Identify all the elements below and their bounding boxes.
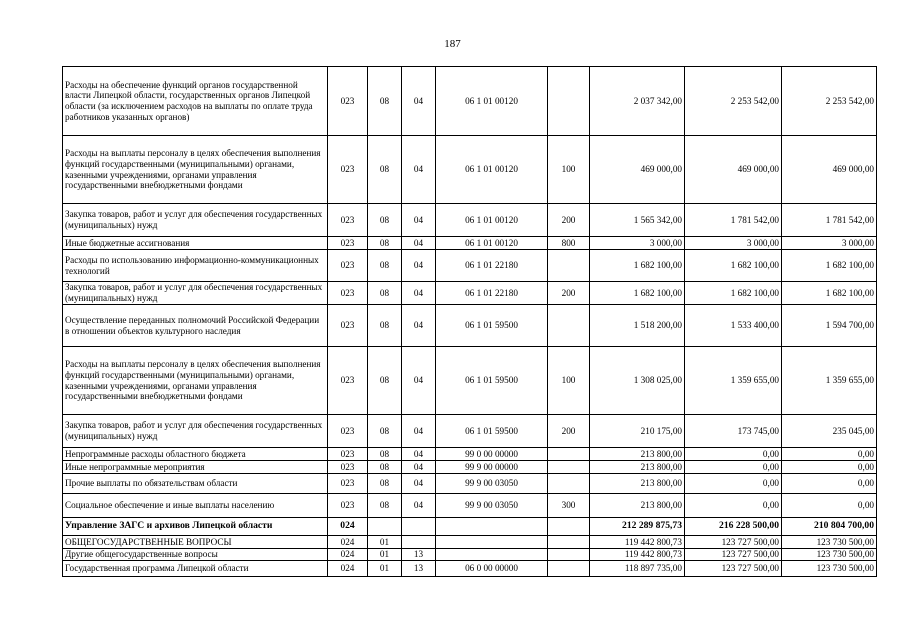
- row-ved: 023: [328, 494, 368, 518]
- row-name: Закупка товаров, работ и услуг для обеспечения государственных (муниципальных) нужд: [63, 415, 328, 448]
- row-amount-year1: 119 442 800,73: [590, 536, 685, 549]
- row-amount-year3: 235 045,00: [782, 415, 877, 448]
- row-amount-year2: 1 682 100,00: [685, 282, 782, 305]
- row-target-item: 06 1 01 00120: [436, 67, 548, 136]
- row-subsection: [402, 518, 436, 536]
- table-row: [63, 347, 877, 415]
- table-row: [63, 549, 877, 561]
- row-ved: 024: [328, 549, 368, 561]
- row-amount-year3: 123 730 500,00: [782, 536, 877, 549]
- row-target-item: 06 1 01 59500: [436, 347, 548, 415]
- row-section: 08: [368, 461, 402, 474]
- row-amount-year1: 213 800,00: [590, 461, 685, 474]
- row-ved: 023: [328, 347, 368, 415]
- row-amount-year1: 1 682 100,00: [590, 282, 685, 305]
- row-section: 08: [368, 305, 402, 347]
- table-row: [63, 448, 877, 461]
- table-row: [63, 461, 877, 474]
- row-section: 08: [368, 136, 402, 204]
- row-subsection: 04: [402, 461, 436, 474]
- row-name: Государственная программа Липецкой области: [63, 561, 328, 577]
- budget-table: [62, 66, 877, 577]
- row-amount-year3: 123 730 500,00: [782, 549, 877, 561]
- row-expense-type: 200: [548, 204, 590, 237]
- row-subsection: 04: [402, 136, 436, 204]
- row-name: ОБЩЕГОСУДАРСТВЕННЫЕ ВОПРОСЫ: [63, 536, 328, 549]
- row-section: 08: [368, 448, 402, 461]
- row-target-item: 99 9 00 03050: [436, 494, 548, 518]
- row-target-item: 06 1 01 00120: [436, 204, 548, 237]
- row-subsection: 04: [402, 494, 436, 518]
- row-amount-year2: 1 533 400,00: [685, 305, 782, 347]
- table-row: [63, 237, 877, 250]
- row-amount-year1: 2 037 342,00: [590, 67, 685, 136]
- row-target-item: 06 1 01 22180: [436, 282, 548, 305]
- row-section: 08: [368, 415, 402, 448]
- row-section: 08: [368, 237, 402, 250]
- row-amount-year2: 0,00: [685, 461, 782, 474]
- table-row: [63, 204, 877, 237]
- page-number: 187: [444, 38, 461, 50]
- row-amount-year3: 0,00: [782, 494, 877, 518]
- row-amount-year1: 119 442 800,73: [590, 549, 685, 561]
- table-row: [63, 67, 877, 136]
- row-amount-year1: 213 800,00: [590, 448, 685, 461]
- row-subsection: [402, 536, 436, 549]
- row-subsection: 04: [402, 204, 436, 237]
- row-amount-year3: 2 253 542,00: [782, 67, 877, 136]
- row-section: 01: [368, 549, 402, 561]
- row-target-item: [436, 518, 548, 536]
- row-expense-type: [548, 448, 590, 461]
- row-amount-year3: 1 682 100,00: [782, 250, 877, 282]
- row-amount-year2: 173 745,00: [685, 415, 782, 448]
- row-section: 08: [368, 347, 402, 415]
- row-name: Расходы на выплаты персоналу в целях обеспечения выполнения функций государственными (муниципальными) органами, казенными учреждениями, органами управления государственными внебюджетными фондами: [63, 136, 328, 204]
- row-amount-year3: 469 000,00: [782, 136, 877, 204]
- row-amount-year3: 1 781 542,00: [782, 204, 877, 237]
- row-section: 01: [368, 561, 402, 577]
- row-target-item: 06 1 01 59500: [436, 305, 548, 347]
- row-section: [368, 518, 402, 536]
- row-amount-year3: 0,00: [782, 448, 877, 461]
- table-row: [63, 282, 877, 305]
- row-amount-year2: 1 359 655,00: [685, 347, 782, 415]
- row-expense-type: [548, 474, 590, 494]
- row-subsection: 13: [402, 549, 436, 561]
- row-amount-year3: 0,00: [782, 461, 877, 474]
- row-subsection: 04: [402, 448, 436, 461]
- table-row: [63, 518, 877, 536]
- table-row: [63, 561, 877, 577]
- table-row: [63, 536, 877, 549]
- row-amount-year1: 213 800,00: [590, 474, 685, 494]
- row-target-item: [436, 536, 548, 549]
- table-row: [63, 474, 877, 494]
- row-expense-type: [548, 305, 590, 347]
- row-ved: 024: [328, 561, 368, 577]
- row-amount-year2: 1 781 542,00: [685, 204, 782, 237]
- row-name: Расходы по использованию информационно-коммуникационных технологий: [63, 250, 328, 282]
- row-name: Закупка товаров, работ и услуг для обеспечения государственных (муниципальных) нужд: [63, 204, 328, 237]
- row-name: Непрограммные расходы областного бюджета: [63, 448, 328, 461]
- row-name: Осуществление переданных полномочий Российской Федерации в отношении объектов культурного наследия: [63, 305, 328, 347]
- row-expense-type: 200: [548, 282, 590, 305]
- row-amount-year2: 123 727 500,00: [685, 549, 782, 561]
- row-target-item: 06 1 01 59500: [436, 415, 548, 448]
- row-amount-year1: 3 000,00: [590, 237, 685, 250]
- row-subsection: 04: [402, 305, 436, 347]
- row-target-item: 06 1 01 00120: [436, 136, 548, 204]
- row-target-item: 06 1 01 22180: [436, 250, 548, 282]
- row-subsection: 04: [402, 67, 436, 136]
- row-amount-year2: 0,00: [685, 474, 782, 494]
- row-name: Расходы на выплаты персоналу в целях обеспечения выполнения функций государственными (муниципальными) органами, казенными учреждениями, органами управления государственными внебюджетными фондами: [63, 347, 328, 415]
- row-target-item: 99 9 00 00000: [436, 461, 548, 474]
- row-name: Закупка товаров, работ и услуг для обеспечения государственных (муниципальных) нужд: [63, 282, 328, 305]
- row-name: Иные бюджетные ассигнования: [63, 237, 328, 250]
- row-name: Социальное обеспечение и иные выплаты населению: [63, 494, 328, 518]
- row-name: Другие общегосударственные вопросы: [63, 549, 328, 561]
- row-ved: 023: [328, 474, 368, 494]
- row-name: Прочие выплаты по обязательствам области: [63, 474, 328, 494]
- row-amount-year2: 123 727 500,00: [685, 561, 782, 577]
- row-amount-year2: 216 228 500,00: [685, 518, 782, 536]
- row-amount-year1: 212 289 875,73: [590, 518, 685, 536]
- table-row: [63, 250, 877, 282]
- row-section: 08: [368, 282, 402, 305]
- row-ved: 024: [328, 518, 368, 536]
- row-expense-type: 200: [548, 415, 590, 448]
- row-amount-year3: 210 804 700,00: [782, 518, 877, 536]
- row-ved: 023: [328, 305, 368, 347]
- row-target-item: 06 0 00 00000: [436, 561, 548, 577]
- table-row: [63, 494, 877, 518]
- row-amount-year2: 3 000,00: [685, 237, 782, 250]
- row-section: 08: [368, 67, 402, 136]
- row-target-item: 99 9 00 03050: [436, 474, 548, 494]
- row-name: Расходы на обеспечение функций органов государственной власти Липецкой области, государственных органов Липецкой области (за исключением расходов на выплаты по оплате труда работников указанных органов): [63, 67, 328, 136]
- row-amount-year2: 1 682 100,00: [685, 250, 782, 282]
- row-expense-type: 100: [548, 347, 590, 415]
- row-amount-year1: 1 682 100,00: [590, 250, 685, 282]
- row-amount-year3: 1 682 100,00: [782, 282, 877, 305]
- row-subsection: 04: [402, 347, 436, 415]
- row-subsection: 13: [402, 561, 436, 577]
- row-amount-year2: 2 253 542,00: [685, 67, 782, 136]
- row-amount-year2: 0,00: [685, 494, 782, 518]
- row-expense-type: [548, 518, 590, 536]
- row-name: Иные непрограммные мероприятия: [63, 461, 328, 474]
- row-ved: 023: [328, 237, 368, 250]
- row-ved: 023: [328, 461, 368, 474]
- row-expense-type: [548, 67, 590, 136]
- row-ved: 023: [328, 448, 368, 461]
- row-expense-type: 100: [548, 136, 590, 204]
- row-name: Управление ЗАГС и архивов Липецкой области: [63, 518, 328, 536]
- row-section: 08: [368, 474, 402, 494]
- row-expense-type: [548, 561, 590, 577]
- row-section: 08: [368, 204, 402, 237]
- row-subsection: 04: [402, 415, 436, 448]
- row-amount-year2: 123 727 500,00: [685, 536, 782, 549]
- row-expense-type: [548, 250, 590, 282]
- row-expense-type: 300: [548, 494, 590, 518]
- row-amount-year1: 1 565 342,00: [590, 204, 685, 237]
- row-ved: 024: [328, 536, 368, 549]
- row-section: 08: [368, 250, 402, 282]
- row-subsection: 04: [402, 282, 436, 305]
- row-amount-year2: 469 000,00: [685, 136, 782, 204]
- row-amount-year3: 0,00: [782, 474, 877, 494]
- row-ved: 023: [328, 136, 368, 204]
- row-amount-year3: 1 359 655,00: [782, 347, 877, 415]
- table-row: [63, 305, 877, 347]
- row-ved: 023: [328, 67, 368, 136]
- row-ved: 023: [328, 415, 368, 448]
- row-amount-year1: 213 800,00: [590, 494, 685, 518]
- row-ved: 023: [328, 250, 368, 282]
- table-body: [63, 67, 877, 577]
- row-amount-year2: 0,00: [685, 448, 782, 461]
- row-subsection: 04: [402, 237, 436, 250]
- row-expense-type: [548, 461, 590, 474]
- row-amount-year3: 123 730 500,00: [782, 561, 877, 577]
- row-target-item: 99 0 00 00000: [436, 448, 548, 461]
- row-amount-year1: 469 000,00: [590, 136, 685, 204]
- row-amount-year3: 1 594 700,00: [782, 305, 877, 347]
- row-subsection: 04: [402, 250, 436, 282]
- row-amount-year1: 118 897 735,00: [590, 561, 685, 577]
- row-subsection: 04: [402, 474, 436, 494]
- row-amount-year1: 1 518 200,00: [590, 305, 685, 347]
- row-ved: 023: [328, 282, 368, 305]
- row-expense-type: 800: [548, 237, 590, 250]
- row-expense-type: [548, 536, 590, 549]
- row-target-item: 06 1 01 00120: [436, 237, 548, 250]
- row-amount-year1: 1 308 025,00: [590, 347, 685, 415]
- row-ved: 023: [328, 204, 368, 237]
- row-amount-year1: 210 175,00: [590, 415, 685, 448]
- row-section: 08: [368, 494, 402, 518]
- table-row: [63, 136, 877, 204]
- row-target-item: [436, 549, 548, 561]
- row-expense-type: [548, 549, 590, 561]
- row-section: 01: [368, 536, 402, 549]
- row-amount-year3: 3 000,00: [782, 237, 877, 250]
- table-row: [63, 415, 877, 448]
